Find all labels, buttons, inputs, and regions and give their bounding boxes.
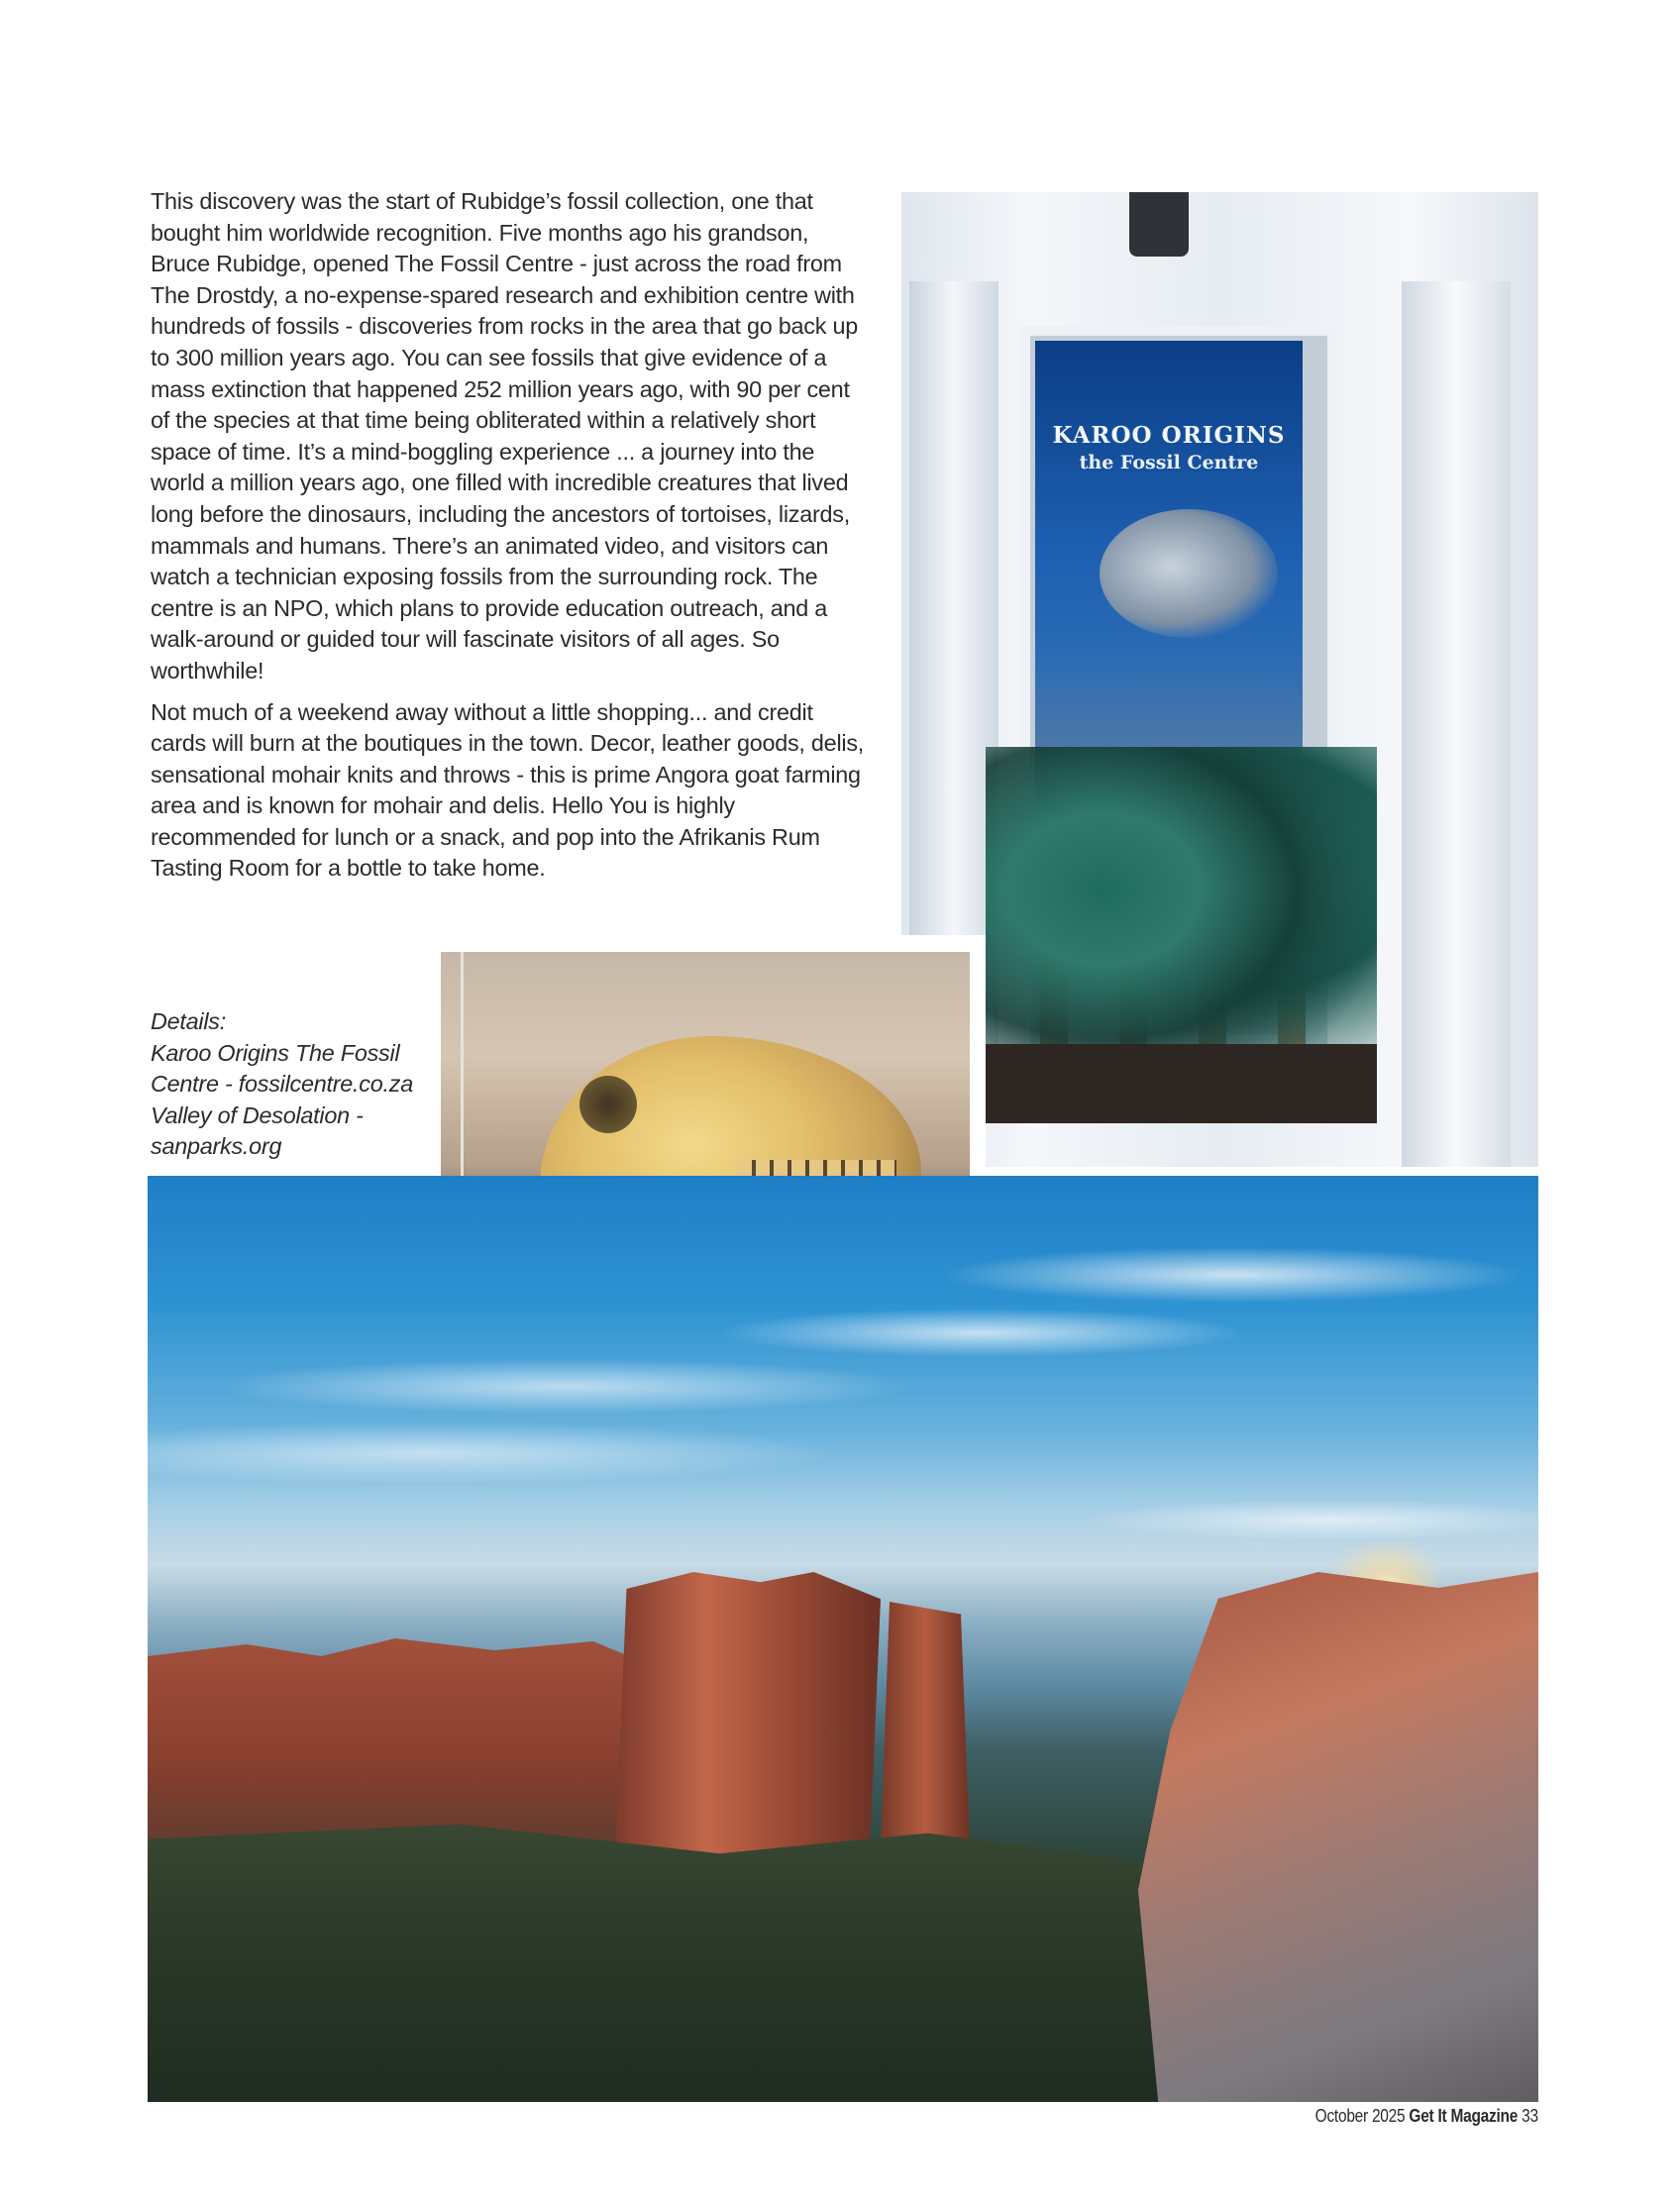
footer-issue: October 2025	[1314, 2106, 1406, 2126]
article-paragraph-2: Not much of a weekend away without a little shopping... and credit cards will burn at the boutiques in the town. Decor, leather goods, delis, sensational mohair knits and throws - this is prime Angora goat farming area and is known for mohair and delis. Hello You is highly recommended for lunch or a snack, and pop into the Afrikanis Rum Tasting Room for a bottle to take home.	[151, 698, 865, 882]
valley-vegetation	[148, 1810, 1188, 2102]
valley-of-desolation-photo	[148, 1176, 1538, 2102]
window-skull-graphic	[1100, 509, 1278, 638]
fossil-centre-window-photo	[901, 192, 1538, 1167]
window-sign-subtitle: the Fossil Centre	[1079, 452, 1259, 473]
footer-brand: Get It Magazine	[1409, 2106, 1519, 2126]
window-sign-title: KAROO ORIGINS	[1052, 422, 1286, 449]
building-column-right	[1402, 281, 1511, 1167]
page-footer	[1315, 2106, 1538, 2127]
details-heading: Details:	[151, 1008, 226, 1034]
skull-eye-socket	[579, 1076, 637, 1133]
details-line: sanparks.org	[151, 1133, 282, 1160]
planter-box	[986, 1044, 1377, 1123]
article-body	[151, 186, 874, 894]
article-paragraph-1: This discovery was the start of Rubidge’s fossil collection, one that bought him worldwide recognition. Five months ago his grandson, Bruce Rubidge, opened The Fossil Centre - just across the road from The Drostdy, a no-expense-spared research and exhibition centre with hundreds of fossils - discoveries from rocks in the area that go back up to 300 million years ago. You can see fossils that give evidence of a mass extinction that happened 252 million years ago, with 90 per cent of the species at that time being obliterated within a relatively short space of time. It’s a mind-boggling experience ... a journey into the world a million years ago, one filled with incredible creatures that lived long before the dinosaurs, including the ancestors of tortoises, lizards, mammals and humans. There’s an animated video, and visitors can watch a technician exposing fossils from the surrounding rock. The centre is an NPO, which plans to provide education outreach, and a walk-around or guided tour will fascinate visitors of all ages. So worthwhile!	[151, 188, 858, 683]
details-line: Centre - fossilcentre.co.za	[151, 1071, 413, 1098]
cliff-right	[1138, 1572, 1538, 2102]
wall-lamp	[1129, 192, 1189, 257]
details-line: Karoo Origins The Fossil	[151, 1039, 400, 1066]
details-box	[151, 1006, 438, 1163]
page-number: 33	[1522, 2106, 1538, 2126]
details-line: Valley of Desolation -	[151, 1102, 364, 1128]
rock-pillar-small	[881, 1602, 970, 1849]
